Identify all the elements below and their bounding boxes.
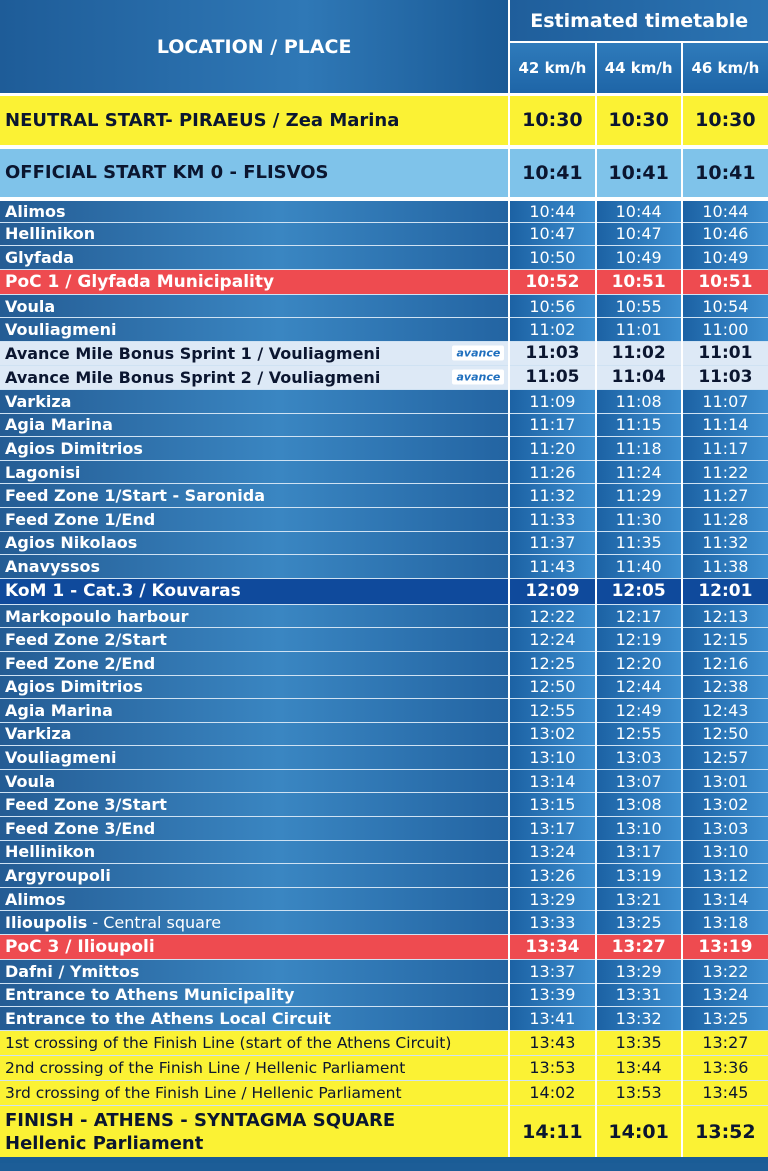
location-name: Ilioupolis xyxy=(5,913,88,933)
time-cell-44: 13:21 xyxy=(596,887,682,911)
time-cell-42: 13:33 xyxy=(509,911,595,935)
avance-logo: avance xyxy=(452,346,504,361)
location-content xyxy=(5,819,508,838)
timetable-row xyxy=(0,413,768,437)
location-name: Feed Zone 3/End xyxy=(5,818,156,838)
location-content xyxy=(5,937,508,957)
location-cell xyxy=(0,365,509,389)
time-cell-44: 13:35 xyxy=(596,1030,682,1055)
time-cell-44: 10:47 xyxy=(596,222,682,246)
time-cell-46: 13:36 xyxy=(682,1055,768,1080)
timetable-row xyxy=(0,199,768,223)
location-content xyxy=(5,486,508,505)
time-cell-46: 12:16 xyxy=(682,651,768,675)
location-content xyxy=(5,415,508,434)
location-name: Agia Marina xyxy=(5,415,113,435)
timetable-body xyxy=(0,95,768,1161)
time-cell-44: 13:19 xyxy=(596,864,682,888)
time-cell-44: 12:17 xyxy=(596,604,682,628)
time-cell-46: 11:03 xyxy=(682,365,768,389)
time-cell-44: 10:30 xyxy=(596,95,682,147)
time-cell-42: 13:24 xyxy=(509,840,595,864)
time-cell-44: 13:44 xyxy=(596,1055,682,1080)
time-cell-46: 13:45 xyxy=(682,1080,768,1105)
time-cell-46: 12:38 xyxy=(682,675,768,699)
time-cell-42: 11:37 xyxy=(509,531,595,555)
time-cell-42: 13:02 xyxy=(509,722,595,746)
location-cell xyxy=(0,389,509,413)
location-cell xyxy=(0,484,509,508)
time-cell-44: 11:04 xyxy=(596,365,682,389)
time-cell-44: 10:44 xyxy=(596,199,682,223)
time-cell-42: 13:15 xyxy=(509,793,595,817)
location-name: Voula xyxy=(5,771,56,791)
location-cell xyxy=(0,246,509,270)
location-content xyxy=(5,368,508,387)
time-cell-44: 12:49 xyxy=(596,699,682,723)
location-cell xyxy=(0,628,509,652)
location-name: Feed Zone 2/End xyxy=(5,653,156,673)
timetable-row xyxy=(0,222,768,246)
time-cell-42: 10:52 xyxy=(509,269,595,294)
time-cell-46: 13:25 xyxy=(682,1007,768,1031)
timetable-row xyxy=(0,840,768,864)
location-cell xyxy=(0,935,509,960)
timetable-row xyxy=(0,604,768,628)
location-content xyxy=(5,1009,508,1028)
time-cell-42: 12:24 xyxy=(509,628,595,652)
location-name: Entrance to the Athens Local Circuit xyxy=(5,1009,332,1029)
time-cell-44: 11:24 xyxy=(596,460,682,484)
time-cell-44: 13:07 xyxy=(596,769,682,793)
location-name: Feed Zone 1/Start - Saronida xyxy=(5,486,266,506)
time-cell-46: 13:52 xyxy=(682,1105,768,1160)
time-cell-46: 11:28 xyxy=(682,507,768,531)
time-cell-44: 11:29 xyxy=(596,484,682,508)
time-cell-46: 13:27 xyxy=(682,1030,768,1055)
location-content xyxy=(5,320,508,339)
time-cell-44: 11:18 xyxy=(596,437,682,461)
location-content xyxy=(5,557,508,576)
location-name: Avance Mile Bonus Sprint 1 / Vouliagmeni xyxy=(5,343,381,363)
time-cell-44: 11:30 xyxy=(596,507,682,531)
location-content xyxy=(5,297,508,316)
location-cell xyxy=(0,1007,509,1031)
time-cell-46: 10:41 xyxy=(682,147,768,199)
location-cell xyxy=(0,222,509,246)
speed-header-42: 42 km/h xyxy=(509,42,595,95)
time-cell-46: 13:02 xyxy=(682,793,768,817)
location-name: Agia Marina xyxy=(5,700,113,720)
time-cell-44: 10:49 xyxy=(596,246,682,270)
time-cell-42: 10:30 xyxy=(509,95,595,147)
time-cell-42: 11:09 xyxy=(509,389,595,413)
time-cell-44: 13:10 xyxy=(596,817,682,841)
time-cell-42: 13:26 xyxy=(509,864,595,888)
time-cell-42: 12:22 xyxy=(509,604,595,628)
location-cell xyxy=(0,1030,509,1055)
timetable-row xyxy=(0,699,768,723)
time-cell-44: 11:08 xyxy=(596,389,682,413)
time-cell-46: 12:13 xyxy=(682,604,768,628)
speed-header-44: 44 km/h xyxy=(596,42,682,95)
timetable-row xyxy=(0,983,768,1007)
time-cell-42: 13:41 xyxy=(509,1007,595,1031)
location-content xyxy=(5,842,508,861)
time-cell-42: 11:33 xyxy=(509,507,595,531)
time-cell-46: 11:38 xyxy=(682,555,768,579)
location-name: Agios Dimitrios xyxy=(5,438,143,458)
location-name: Markopoulo harbour xyxy=(5,606,189,626)
timetable-row xyxy=(0,746,768,770)
time-cell-46: 13:14 xyxy=(682,887,768,911)
time-cell-42: 11:03 xyxy=(509,341,595,365)
timetable-row xyxy=(0,147,768,199)
location-cell xyxy=(0,651,509,675)
location-cell xyxy=(0,746,509,770)
location-name: Alimos xyxy=(5,201,66,221)
timetable-row xyxy=(0,628,768,652)
timetable-row xyxy=(0,935,768,960)
time-cell-42: 13:39 xyxy=(509,983,595,1007)
time-cell-46: 12:01 xyxy=(682,578,768,604)
location-content xyxy=(5,510,508,529)
time-cell-44: 13:03 xyxy=(596,746,682,770)
time-cell-42: 10:41 xyxy=(509,147,595,199)
location-name: Feed Zone 1/End xyxy=(5,509,156,529)
time-cell-42: 10:50 xyxy=(509,246,595,270)
time-cell-46: 11:00 xyxy=(682,318,768,342)
location-subtitle: - Central square xyxy=(87,913,222,933)
location-content xyxy=(5,202,508,221)
time-cell-42: 11:05 xyxy=(509,365,595,389)
time-cell-46: 12:43 xyxy=(682,699,768,723)
time-cell-42: 11:20 xyxy=(509,437,595,461)
time-cell-44: 11:01 xyxy=(596,318,682,342)
timetable-row xyxy=(0,1030,768,1055)
location-name-line2: Hellenic Parliament xyxy=(5,1132,204,1154)
time-cell-42: 12:25 xyxy=(509,651,595,675)
time-cell-44: 12:20 xyxy=(596,651,682,675)
time-cell-46: 10:49 xyxy=(682,246,768,270)
time-cell-44: 11:35 xyxy=(596,531,682,555)
time-cell-42: 13:14 xyxy=(509,769,595,793)
timetable-row xyxy=(0,246,768,270)
location-content xyxy=(5,344,508,363)
location-cell xyxy=(0,960,509,984)
timetable-row xyxy=(0,1105,768,1160)
time-cell-46: 11:27 xyxy=(682,484,768,508)
timetable-row xyxy=(0,769,768,793)
location-name: KoM 1 - Cat.3 / Kouvaras xyxy=(5,581,241,602)
location-content xyxy=(5,701,508,720)
location-cell xyxy=(0,887,509,911)
time-cell-42: 13:43 xyxy=(509,1030,595,1055)
location-name: NEUTRAL START- PIRAEUS / Zea Marina xyxy=(5,109,400,131)
location-name: 1st crossing of the Finish Line (start of the Athens Circuit) xyxy=(5,1033,452,1052)
time-cell-42: 11:43 xyxy=(509,555,595,579)
time-cell-46: 11:22 xyxy=(682,460,768,484)
timetable-row xyxy=(0,722,768,746)
time-cell-42: 13:37 xyxy=(509,960,595,984)
timetable-row xyxy=(0,507,768,531)
time-cell-46: 10:51 xyxy=(682,269,768,294)
location-cell xyxy=(0,864,509,888)
time-cell-46: 13:12 xyxy=(682,864,768,888)
location-content xyxy=(5,392,508,411)
time-cell-44: 12:19 xyxy=(596,628,682,652)
location-content xyxy=(5,1034,508,1052)
timetable-row xyxy=(0,960,768,984)
location-content xyxy=(5,962,508,981)
location-content xyxy=(5,581,508,601)
location-content xyxy=(5,533,508,552)
location-content xyxy=(5,1084,508,1102)
location-content xyxy=(5,272,508,292)
location-cell xyxy=(0,199,509,223)
timetable-row xyxy=(0,318,768,342)
time-cell-46: 11:07 xyxy=(682,389,768,413)
time-cell-46: 13:10 xyxy=(682,840,768,864)
location-name: Vouliagmeni xyxy=(5,320,117,340)
location-name: Hellinikon xyxy=(5,224,96,244)
location-content xyxy=(5,654,508,673)
location-name: PoC 1 / Glyfada Municipality xyxy=(5,271,275,292)
time-cell-46: 13:22 xyxy=(682,960,768,984)
time-cell-46: 11:14 xyxy=(682,413,768,437)
location-content xyxy=(5,248,508,267)
location-name: Anavyssos xyxy=(5,556,100,576)
time-cell-46: 11:01 xyxy=(682,341,768,365)
timetable-row xyxy=(0,864,768,888)
location-cell xyxy=(0,699,509,723)
location-cell xyxy=(0,147,509,199)
time-cell-44: 10:51 xyxy=(596,269,682,294)
location-content xyxy=(5,1059,508,1077)
location-cell xyxy=(0,413,509,437)
location-content xyxy=(5,630,508,649)
location-name: Lagonisi xyxy=(5,462,81,482)
location-name: Dafni / Ymittos xyxy=(5,961,140,981)
location-name: Hellinikon xyxy=(5,842,96,862)
header-row-top xyxy=(0,0,768,42)
location-cell xyxy=(0,817,509,841)
location-name: 3rd crossing of the Finish Line / Hellenic Parliament xyxy=(5,1083,402,1102)
time-cell-44: 11:15 xyxy=(596,413,682,437)
location-cell xyxy=(0,507,509,531)
time-cell-42: 11:32 xyxy=(509,484,595,508)
location-name: 2nd crossing of the Finish Line / Hellenic Parliament xyxy=(5,1058,406,1077)
location-cell xyxy=(0,722,509,746)
location-cell xyxy=(0,793,509,817)
time-cell-42: 13:34 xyxy=(509,935,595,960)
location-cell xyxy=(0,769,509,793)
timetable-row xyxy=(0,95,768,147)
time-cell-44: 13:25 xyxy=(596,911,682,935)
timetable-row xyxy=(0,389,768,413)
location-content xyxy=(5,890,508,909)
location-content xyxy=(5,772,508,791)
location-cell xyxy=(0,1055,509,1080)
location-cell xyxy=(0,578,509,604)
location-name: Feed Zone 3/Start xyxy=(5,795,167,815)
timetable-row xyxy=(0,651,768,675)
time-cell-46: 12:15 xyxy=(682,628,768,652)
time-cell-46: 12:57 xyxy=(682,746,768,770)
location-name: Voula xyxy=(5,296,56,316)
location-cell xyxy=(0,294,509,318)
time-cell-46: 10:46 xyxy=(682,222,768,246)
location-name: Feed Zone 2/Start xyxy=(5,630,167,650)
timetable-row xyxy=(0,531,768,555)
location-name: Varkiza xyxy=(5,724,72,744)
timetable-row xyxy=(0,887,768,911)
timetable-row xyxy=(0,1007,768,1031)
location-content xyxy=(5,1109,508,1155)
location-name: Agios Nikolaos xyxy=(5,533,138,553)
time-cell-46: 10:54 xyxy=(682,294,768,318)
time-cell-44: 13:08 xyxy=(596,793,682,817)
time-cell-42: 13:17 xyxy=(509,817,595,841)
time-cell-42: 10:56 xyxy=(509,294,595,318)
location-cell xyxy=(0,341,509,365)
time-cell-42: 11:02 xyxy=(509,318,595,342)
location-cell xyxy=(0,604,509,628)
time-cell-44: 13:53 xyxy=(596,1080,682,1105)
time-cell-46: 10:30 xyxy=(682,95,768,147)
timetable-row xyxy=(0,1055,768,1080)
time-cell-44: 13:27 xyxy=(596,935,682,960)
time-cell-42: 10:44 xyxy=(509,199,595,223)
location-cell xyxy=(0,555,509,579)
timetable-row xyxy=(0,793,768,817)
time-cell-44: 12:05 xyxy=(596,578,682,604)
timetable-row xyxy=(0,294,768,318)
time-cell-42: 11:17 xyxy=(509,413,595,437)
location-content xyxy=(5,224,508,243)
timetable-row xyxy=(0,911,768,935)
location-content xyxy=(5,795,508,814)
location-name: Entrance to Athens Municipality xyxy=(5,985,295,1005)
location-cell xyxy=(0,269,509,294)
location-name: OFFICIAL START KM 0 - FLISVOS xyxy=(5,162,329,183)
time-cell-42: 11:26 xyxy=(509,460,595,484)
speed-header-46: 46 km/h xyxy=(682,42,768,95)
location-name: Avance Mile Bonus Sprint 2 / Vouliagmeni xyxy=(5,367,381,387)
time-cell-44: 12:55 xyxy=(596,722,682,746)
avance-logo: avance xyxy=(452,370,504,385)
time-cell-44: 10:41 xyxy=(596,147,682,199)
location-cell xyxy=(0,1080,509,1105)
location-content xyxy=(5,439,508,458)
time-cell-44: 11:40 xyxy=(596,555,682,579)
timetable-row xyxy=(0,460,768,484)
location-cell xyxy=(0,318,509,342)
time-cell-46: 13:03 xyxy=(682,817,768,841)
location-name: Argyroupoli xyxy=(5,866,111,886)
location-cell xyxy=(0,531,509,555)
location-name: Alimos xyxy=(5,889,66,909)
time-cell-46: 10:44 xyxy=(682,199,768,223)
time-cell-42: 13:29 xyxy=(509,887,595,911)
estimated-timetable-header: Estimated timetable xyxy=(509,0,768,42)
time-cell-42: 14:02 xyxy=(509,1080,595,1105)
location-content xyxy=(5,607,508,626)
timetable-row xyxy=(0,1080,768,1105)
time-cell-44: 14:01 xyxy=(596,1105,682,1160)
time-cell-44: 13:17 xyxy=(596,840,682,864)
time-cell-42: 12:09 xyxy=(509,578,595,604)
timetable-row xyxy=(0,675,768,699)
location-cell xyxy=(0,460,509,484)
timetable-row xyxy=(0,817,768,841)
time-cell-44: 11:02 xyxy=(596,341,682,365)
time-cell-46: 11:32 xyxy=(682,531,768,555)
timetable-row xyxy=(0,555,768,579)
location-name: PoC 3 / Ilioupoli xyxy=(5,937,155,958)
location-cell xyxy=(0,1105,509,1160)
location-cell xyxy=(0,983,509,1007)
location-content xyxy=(5,913,508,932)
location-name: Varkiza xyxy=(5,391,72,411)
location-name: FINISH - ATHENS - SYNTAGMA SQUARE xyxy=(5,1109,396,1131)
location-content xyxy=(5,985,508,1004)
location-cell xyxy=(0,675,509,699)
location-cell xyxy=(0,437,509,461)
location-content xyxy=(5,724,508,743)
location-content xyxy=(5,866,508,885)
time-cell-44: 13:32 xyxy=(596,1007,682,1031)
time-cell-46: 11:17 xyxy=(682,437,768,461)
location-content xyxy=(5,677,508,696)
time-cell-46: 13:19 xyxy=(682,935,768,960)
timetable-row xyxy=(0,437,768,461)
location-cell xyxy=(0,95,509,147)
timetable-row xyxy=(0,365,768,389)
timetable-row xyxy=(0,484,768,508)
location-column-header: LOCATION / PLACE xyxy=(0,0,509,95)
location-name: Agios Dimitrios xyxy=(5,677,143,697)
time-cell-42: 12:50 xyxy=(509,675,595,699)
location-cell xyxy=(0,840,509,864)
time-cell-44: 13:31 xyxy=(596,983,682,1007)
time-cell-42: 10:47 xyxy=(509,222,595,246)
time-cell-46: 13:18 xyxy=(682,911,768,935)
location-cell xyxy=(0,911,509,935)
timetable-row xyxy=(0,578,768,604)
location-content xyxy=(5,463,508,482)
time-cell-42: 13:10 xyxy=(509,746,595,770)
location-content xyxy=(5,110,508,131)
time-cell-46: 13:24 xyxy=(682,983,768,1007)
time-cell-46: 12:50 xyxy=(682,722,768,746)
time-cell-42: 14:11 xyxy=(509,1105,595,1160)
time-cell-46: 13:01 xyxy=(682,769,768,793)
time-cell-44: 12:44 xyxy=(596,675,682,699)
timetable-row xyxy=(0,269,768,294)
location-name: Vouliagmeni xyxy=(5,748,117,768)
location-content xyxy=(5,162,508,183)
timetable-row xyxy=(0,341,768,365)
location-name: Glyfada xyxy=(5,247,75,267)
time-cell-42: 13:53 xyxy=(509,1055,595,1080)
time-cell-44: 13:29 xyxy=(596,960,682,984)
location-content xyxy=(5,748,508,767)
time-cell-42: 12:55 xyxy=(509,699,595,723)
time-cell-44: 10:55 xyxy=(596,294,682,318)
